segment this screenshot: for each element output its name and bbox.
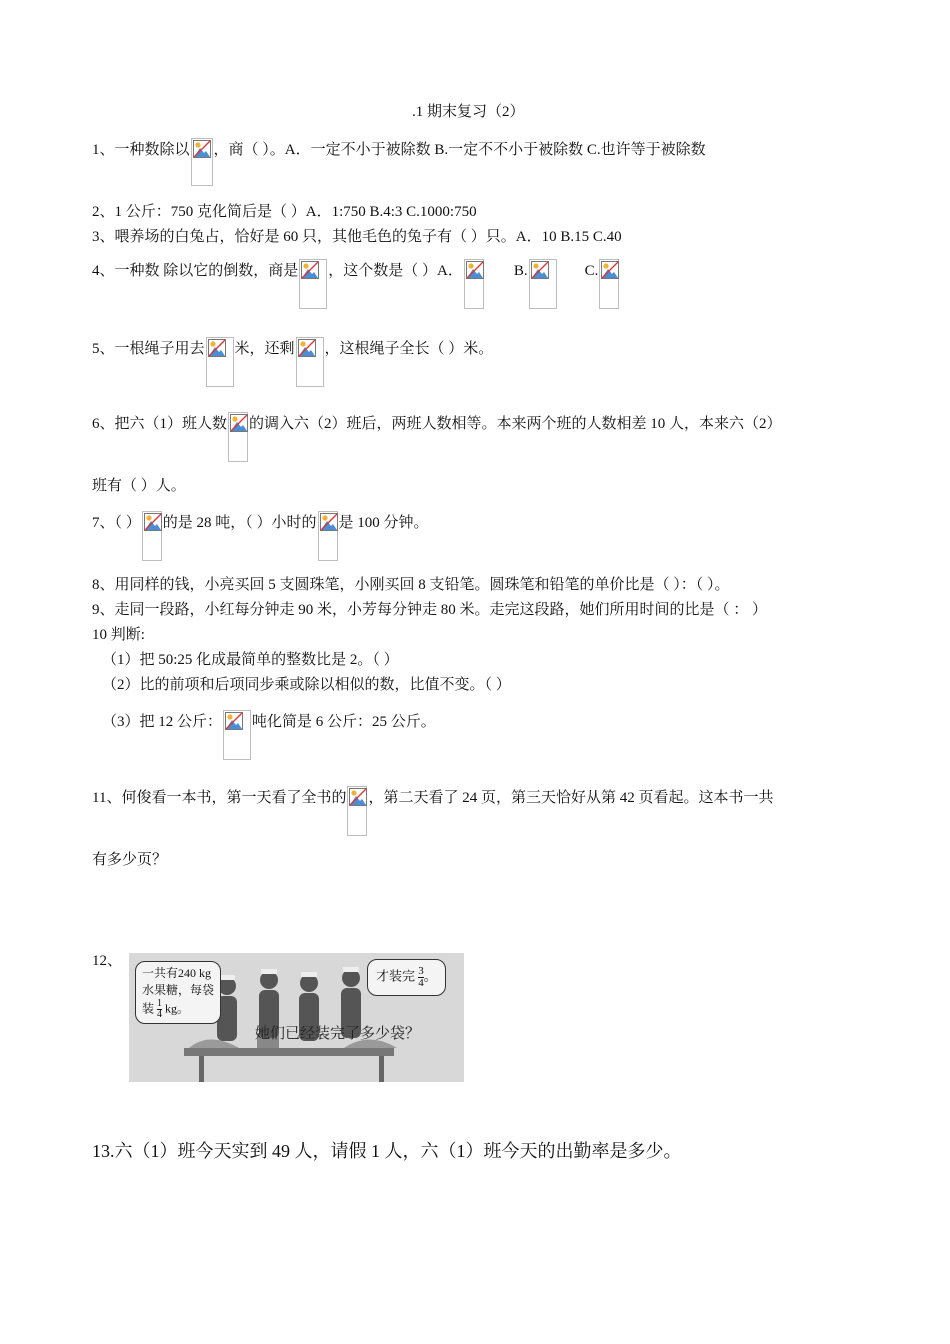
bubble-right-b: 。 bbox=[423, 968, 437, 984]
frac-bottom: 4 bbox=[157, 1009, 163, 1020]
fraction-image bbox=[191, 138, 213, 186]
bubble-left-line-3 bbox=[142, 999, 214, 1020]
question-11 bbox=[92, 788, 773, 836]
q1-text-a: 1、一种数除以 bbox=[92, 142, 190, 158]
question-6 bbox=[92, 414, 782, 462]
question-10-item-2: （2）比的前项和后项同步乘或除以相似的数，比值不变。（ ） bbox=[102, 677, 511, 693]
q11-text-b: ，第二天看了 24 页，第三天恰好从第 42 页看起。这本书一共 bbox=[368, 790, 774, 806]
frac-bottom: 4 bbox=[418, 977, 424, 989]
q6-text-a: 6、把六（1）班人数 bbox=[92, 416, 228, 432]
q4-text-c: B. bbox=[513, 263, 528, 279]
question-2: 2、1 公斤：750 克化简后是（ ）A．1:750 B.4:3 C.1000:750 bbox=[92, 204, 477, 220]
question-13: 13.六（1）班今天实到 49 人，请假 1 人，六（1）班今天的出勤率是多少。 bbox=[92, 1141, 682, 1161]
speech-bubble-right bbox=[367, 959, 446, 996]
bubble-right-a: 才装完 bbox=[376, 968, 416, 984]
fraction-image bbox=[228, 412, 248, 462]
q7-text-a: 7、（ ） bbox=[92, 515, 141, 531]
page-title: .1 期末复习（2） bbox=[412, 104, 525, 120]
option-b-image bbox=[529, 259, 557, 309]
fraction-image bbox=[223, 710, 251, 760]
fraction-image bbox=[347, 786, 367, 836]
bubble-left-line-3-b: kg。 bbox=[165, 1001, 190, 1016]
fraction-image bbox=[318, 511, 338, 561]
question-3: 3、喂养场的白兔占，恰好是 60 只，其他毛色的兔子有（ ）只。A．10 B.15 C.40 bbox=[92, 229, 622, 245]
option-c-image bbox=[599, 259, 619, 309]
q7-text-c: 是 100 分钟。 bbox=[338, 515, 429, 531]
question-6-cont: 班有（ ）人。 bbox=[92, 478, 186, 494]
fraction-one-quarter bbox=[157, 999, 162, 1020]
q11-text-a: 11、何俊看一本书，第一天看了全书的 bbox=[92, 790, 347, 806]
fraction-image bbox=[299, 259, 327, 309]
q6-text-b: 的调入六（2）班后，两班人数相等。本来两个班的人数相差 10 人，本来六（2） bbox=[249, 416, 782, 432]
bubble-left-line-2: 水果糖，每袋 bbox=[142, 983, 215, 997]
q1-text-b: ，商（ ）。A．一定不小于被除数 B.一定不不小于被除数 C.也许等于被除数 bbox=[213, 142, 706, 158]
question-11-cont: 有多少页？ bbox=[92, 852, 168, 868]
frac-top: 1 bbox=[157, 998, 163, 1009]
question-5 bbox=[92, 339, 493, 387]
fraction-image bbox=[206, 337, 234, 387]
question-10-heading: 10 判断: bbox=[92, 627, 145, 643]
question-12-number: 12、 bbox=[92, 953, 123, 969]
question-1 bbox=[92, 140, 706, 186]
q10-s3-text-a: （3）把 12 公斤： bbox=[102, 714, 223, 730]
q5-text-a: 5、一根绳子用去 bbox=[92, 341, 205, 357]
frac-top: 3 bbox=[418, 965, 424, 977]
q4-text-a: 4、一种数 除以它的倒数，商是 bbox=[92, 263, 299, 279]
fraction-image bbox=[142, 511, 162, 561]
photo-caption: 她们已经装完了多少袋？ bbox=[255, 1026, 421, 1042]
question-10-item-1: （1）把 50:25 化成最简单的整数比是 2。（ ） bbox=[102, 652, 399, 668]
q10-s3-text-b: 吨化简是 6 公斤：25 公斤。 bbox=[252, 714, 436, 730]
workers-packing-photo bbox=[129, 953, 464, 1082]
question-9: 9、走同一段路，小红每分钟走 90 米，小芳每分钟走 80 米。走完这段路，她们所用时间的比是（ ： ） bbox=[92, 602, 768, 618]
speech-bubble-left bbox=[135, 961, 221, 1024]
option-a-image bbox=[464, 259, 484, 309]
question-8: 8、用同样的钱，小亮买回 5 支圆珠笔，小刚买回 8 支铅笔。圆珠笔和铅笔的单价比是（ ）：（ ）。 bbox=[92, 577, 730, 593]
q7-text-b: 的是 28 吨，（ ）小时的 bbox=[162, 515, 317, 531]
bubble-left-line-1: 一共有240 kg bbox=[142, 966, 212, 980]
question-4 bbox=[92, 261, 620, 309]
question-7 bbox=[92, 513, 429, 561]
q4-text-d: C. bbox=[584, 263, 599, 279]
fraction-image bbox=[296, 337, 324, 387]
q5-text-c: ，这根绳子全长（ ）米。 bbox=[324, 341, 494, 357]
bubble-left-line-3-a: 装 bbox=[142, 1001, 155, 1016]
q5-text-b: 米，还剩 bbox=[234, 341, 295, 357]
question-10-item-3 bbox=[102, 712, 436, 760]
q4-text-b: ，这个数是（ ）A． bbox=[328, 263, 463, 279]
